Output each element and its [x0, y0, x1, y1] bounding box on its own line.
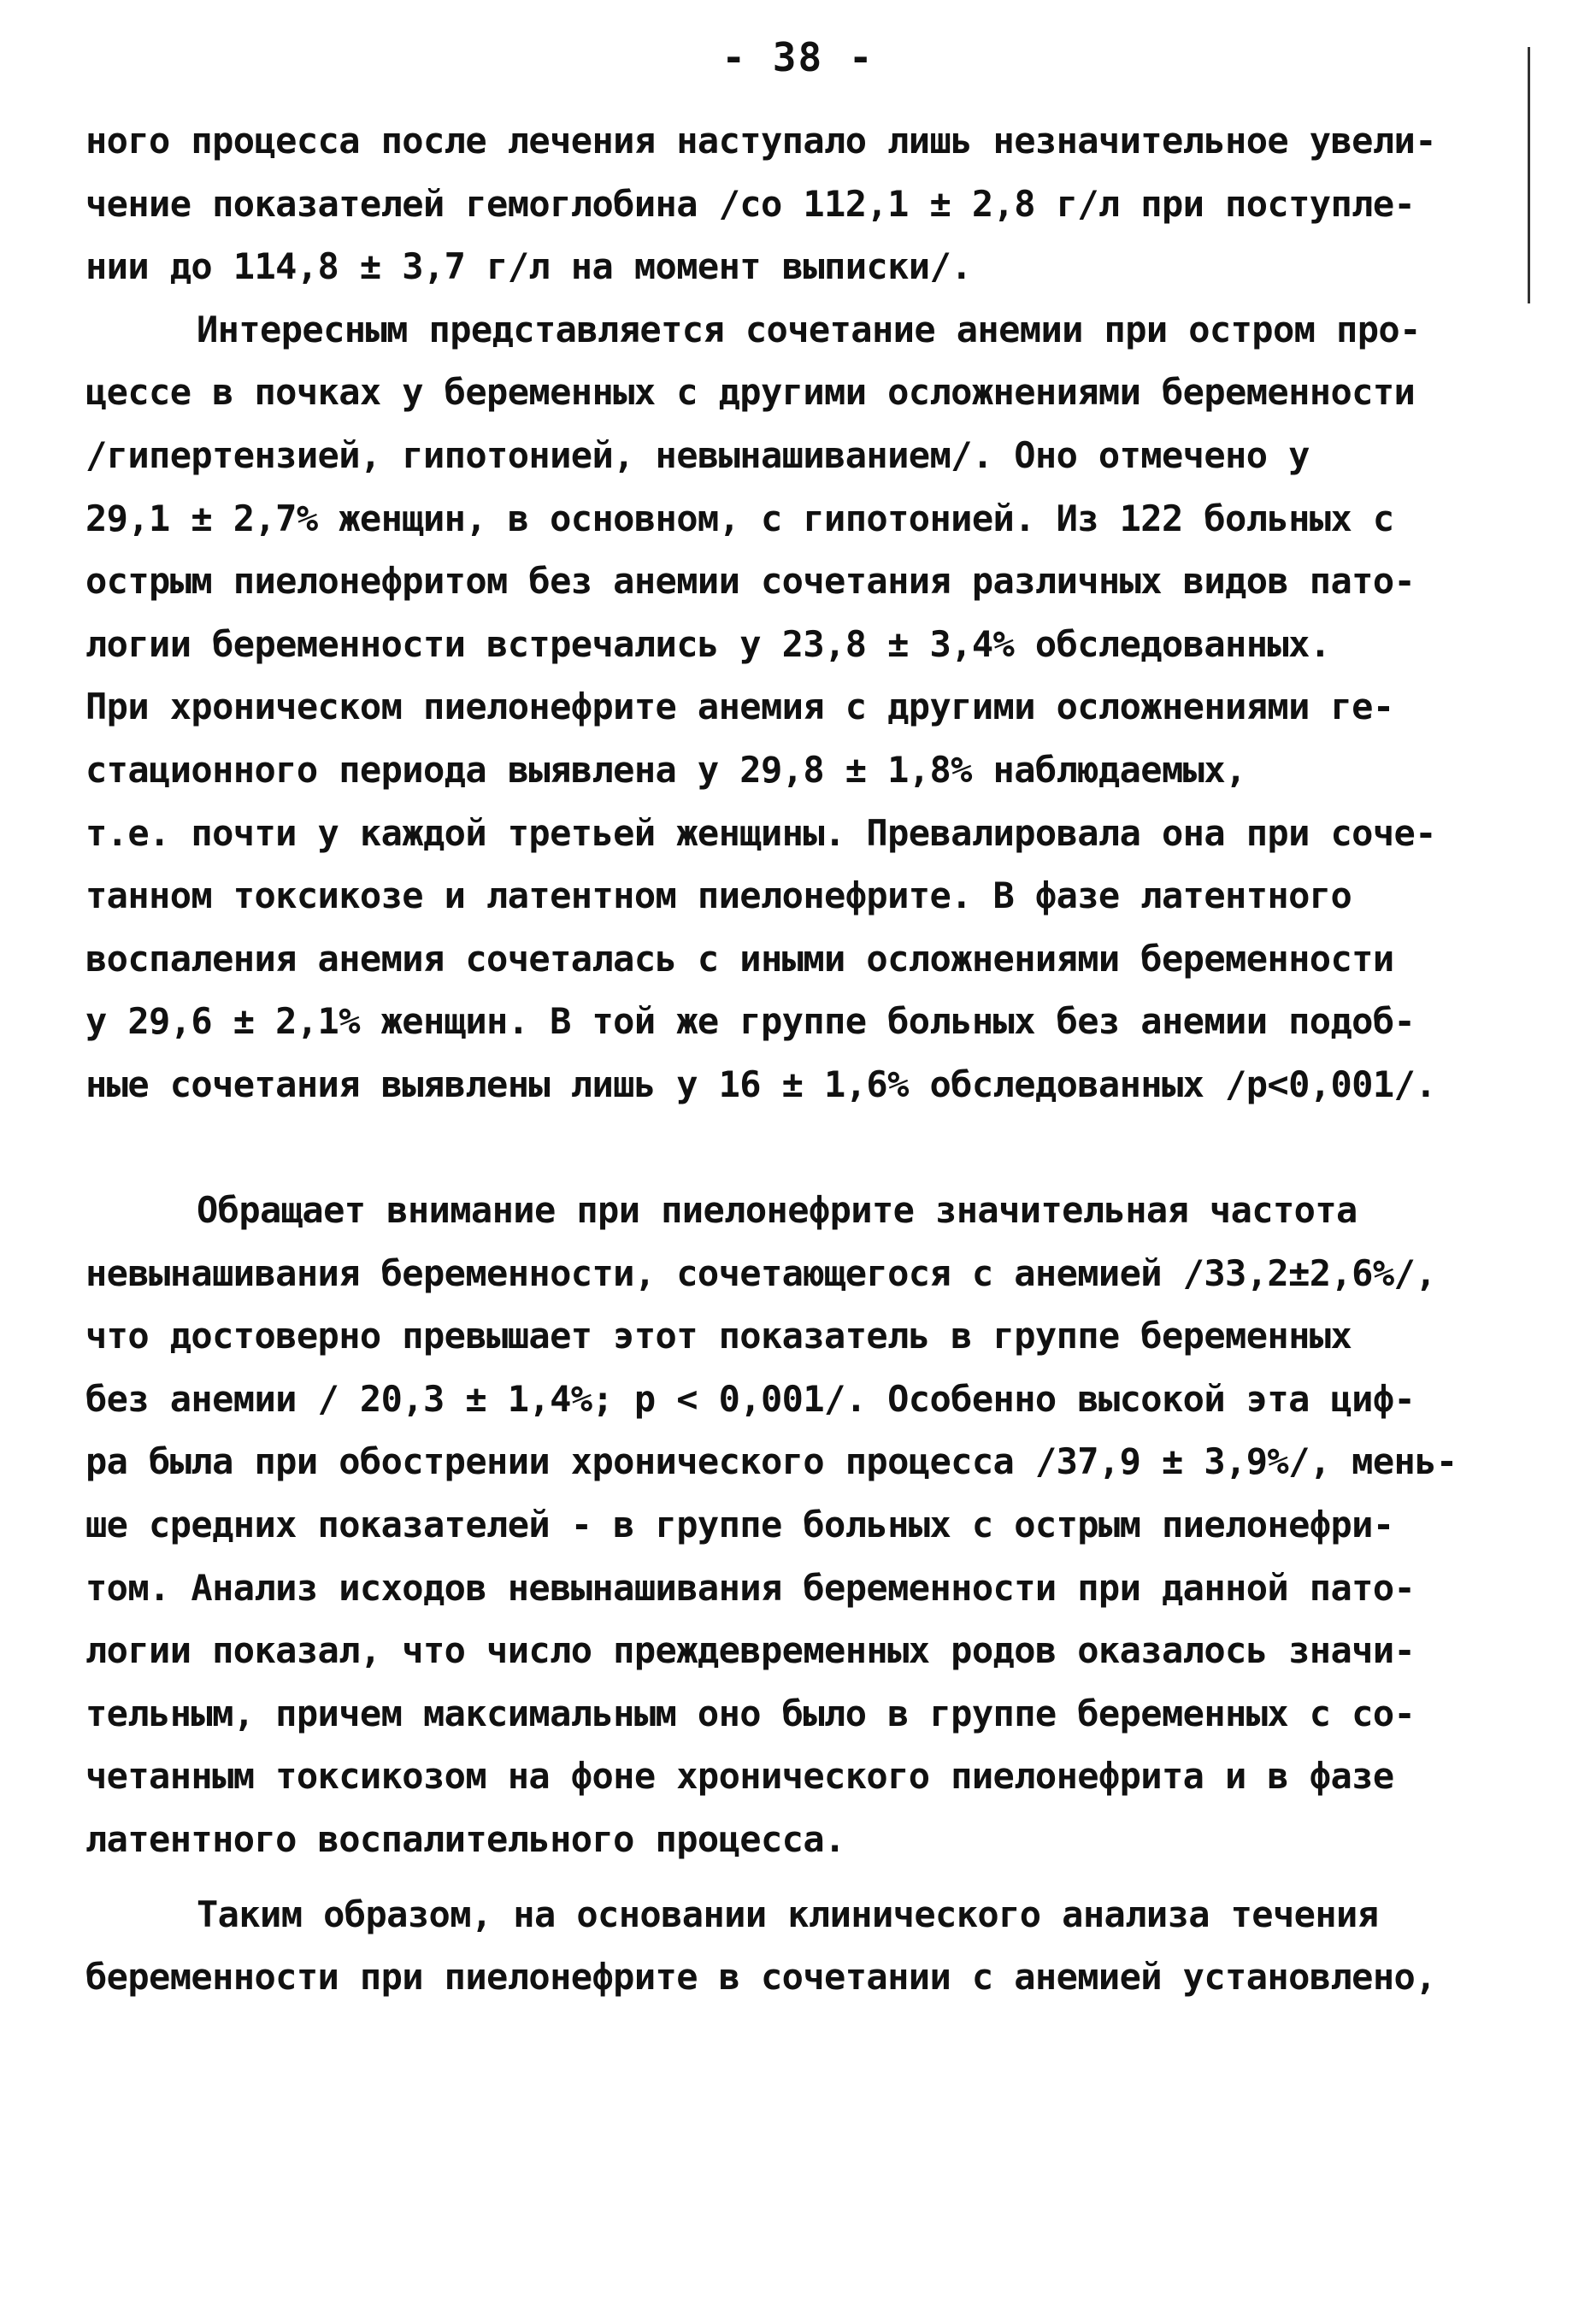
text-line: ного процесса после лечения наступало лишь незначительное увели-	[85, 120, 1436, 162]
text-line: Обращает внимание при пиелонефрите значительная частота	[197, 1189, 1357, 1232]
text-line: /гипертензией, гипотонией, невынашиванием/. Оно отмечено у	[85, 433, 1310, 476]
paragraph-1	[85, 109, 1522, 298]
text-line: латентного воспалительного процесса.	[85, 1818, 845, 1861]
text-line: цессе в почках у беременных с другими осложнениями беременности	[85, 371, 1416, 414]
margin-rule	[1528, 47, 1530, 303]
text-line: нии до 114,8 ± 3,7 г/л на момент выписки/.	[85, 245, 972, 288]
paragraph-4	[85, 1883, 1522, 2009]
page-number: - 38 -	[721, 34, 875, 80]
text-line: чение показателей гемоглобина /со 112,1 ± 2,8 г/л при поступле-	[85, 182, 1416, 225]
text-line: ные сочетания выявлены лишь у 16 ± 1,6% обследованных /p<0,001/.	[85, 1063, 1436, 1105]
text-line: Интересным представляется сочетание анемии при остром про-	[197, 308, 1421, 350]
text-line: том. Анализ исходов невынашивания беременности при данной пато-	[85, 1566, 1416, 1609]
text-line: танном токсикозе и латентном пиелонефрите. В фазе латентного	[85, 874, 1352, 917]
text-line: При хроническом пиелонефрите анемия с другими осложнениями ге-	[85, 686, 1394, 728]
text-line: беременности при пиелонефрите в сочетании с анемией установлено,	[85, 1956, 1436, 1999]
text-line: четанным токсикозом на фоне хронического пиелонефрита и в фазе	[85, 1755, 1394, 1798]
text-line: у 29,6 ± 2,1% женщин. В той же группе больных без анемии подоб-	[85, 1000, 1416, 1043]
text-line: т.е. почти у каждой третьей женщины. Превалировала она при соче-	[85, 811, 1436, 854]
text-line: невынашивания беременности, сочетающегося с анемией /33,2±2,6%/,	[85, 1251, 1436, 1294]
text-line: без анемии / 20,3 ± 1,4%; p < 0,001/. Особенно высокой эта циф-	[85, 1377, 1416, 1420]
text-line: ра была при обострении хронического процесса /37,9 ± 3,9%/, мень-	[85, 1440, 1458, 1483]
text-line: логии беременности встречались у 23,8 ± 3,4% обследованных.	[85, 622, 1331, 665]
text-line: воспаления анемия сочеталась с иными осложнениями беременности	[85, 937, 1394, 980]
paragraph-gap	[85, 1871, 1522, 1883]
text-line: ше средних показателей - в группе больных с острым пиелонефри-	[85, 1504, 1394, 1546]
text-line: Таким образом, на основании клинического анализа течения	[197, 1893, 1379, 1935]
text-line: что достоверно превышает этот показатель в группе беременных	[85, 1315, 1352, 1357]
text-line: тельным, причем максимальным оно было в группе беременных с со-	[85, 1692, 1416, 1734]
paragraph-2	[85, 298, 1522, 1179]
paragraph-3	[85, 1179, 1522, 1871]
text-line: логии показал, что число преждевременных родов оказалось значи-	[85, 1629, 1416, 1672]
text-line	[85, 1116, 1522, 1180]
text-line: стационного периода выявлена у 29,8 ± 1,8% наблюдаемых,	[85, 748, 1246, 791]
text-line: острым пиелонефритом без анемии сочетания различных видов пато-	[85, 560, 1416, 603]
body-text	[85, 109, 1522, 2009]
text-line: 29,1 ± 2,7% женщин, в основном, с гипотонией. Из 122 больных с	[85, 497, 1394, 539]
